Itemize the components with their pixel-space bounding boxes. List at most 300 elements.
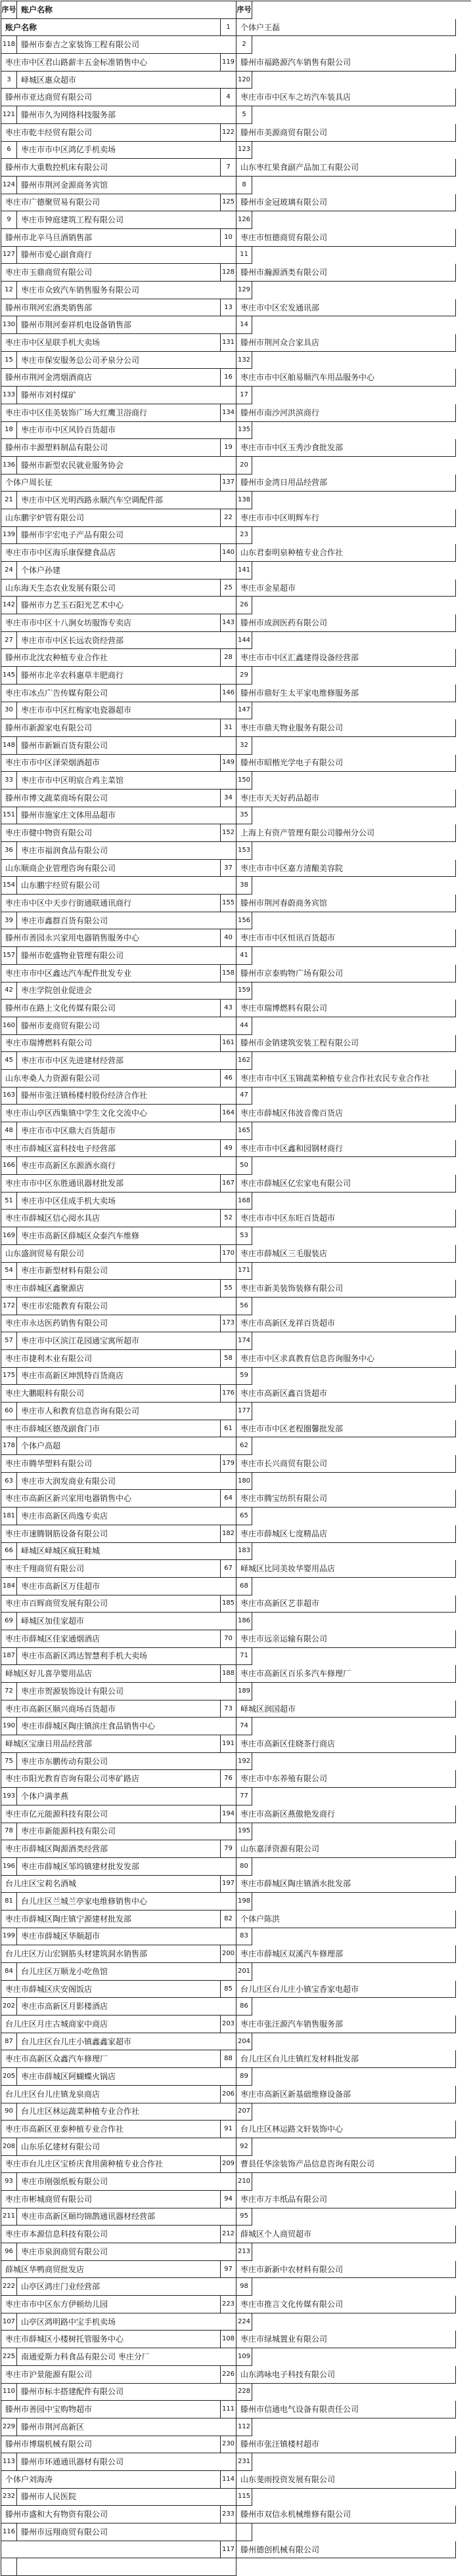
- row-number: 59: [236, 1368, 252, 1385]
- account-name: 滕州市张汪镇杨楼村股份经济合作社: [17, 1087, 236, 1105]
- row-number: 54: [1, 1263, 17, 1280]
- row-number: 127: [1, 247, 17, 264]
- account-name: 枣庄市薛城区七度精品店: [236, 1525, 456, 1543]
- account-name: 枣庄市市中区恒讯百货超市: [236, 929, 456, 947]
- row-number: 84: [1, 1963, 17, 1981]
- row-number: 74: [236, 1718, 252, 1735]
- account-name: 枣庄市人和教育信息咨询有限公司: [17, 1403, 236, 1420]
- row-number: 192: [236, 1753, 252, 1771]
- account-name: 枣庄市高新区佳晓茶行商店: [236, 1735, 456, 1753]
- account-name: 枣庄市市中区鑫和园钢材商行: [236, 1140, 456, 1158]
- row-number: 144: [236, 632, 252, 650]
- account-name: 个体户陈洪: [236, 1911, 456, 1928]
- row-number: 232: [1, 2489, 17, 2506]
- account-name: 滕州市亚达商贸有限公司: [1, 89, 221, 106]
- row-number: 36: [1, 842, 17, 860]
- account-name: 枣庄市长兴商贸有限公司: [236, 1455, 456, 1473]
- header-name-left: 账户名称: [17, 1, 236, 19]
- row-number: 115: [236, 2489, 252, 2506]
- account-name: 枣庄市高新区万佳超市: [17, 1578, 236, 1595]
- account-name: 滕州市美源商贸有限公司: [236, 124, 456, 142]
- account-name: 薛城区华鸭商贸批发店: [1, 2261, 221, 2279]
- row-number: 206: [221, 2086, 236, 2103]
- row-number: 47: [236, 1087, 252, 1105]
- account-name: 枣庄市中区宏发通讯部: [236, 299, 456, 317]
- account-name: 枣庄市市中区老程圈馨批发部: [236, 1420, 456, 1438]
- account-name: 枣庄市中区光明西路永顺汽车空调配件部: [17, 492, 236, 509]
- account-name: 枣庄市薛城区小楼树托管服务中心: [1, 2331, 221, 2348]
- row-number: 207: [236, 2103, 252, 2121]
- row-number: 96: [1, 2243, 17, 2261]
- row-number: 7: [221, 159, 236, 177]
- row-number: 58: [221, 1350, 236, 1368]
- account-name: 峄城区峄城区疯狂鞋城: [17, 1543, 236, 1561]
- account-name: 枣庄市新型材料有限公司: [17, 1263, 236, 1280]
- account-name: 山东乐亿建材有限公司: [17, 2138, 236, 2156]
- row-number: 82: [221, 1911, 236, 1928]
- empty-cell: [17, 2558, 236, 2576]
- row-number: 53: [236, 1227, 252, 1245]
- row-number: 182: [221, 1525, 236, 1543]
- row-number: 90: [1, 2103, 17, 2121]
- row-number: 166: [1, 1157, 17, 1175]
- row-number: 112: [236, 2418, 252, 2436]
- account-table: [1, 1, 471, 2576]
- row-number: 136: [1, 457, 17, 475]
- row-number: 165: [236, 1122, 252, 1140]
- account-name: 峄城区惠众超市: [17, 72, 236, 89]
- account-name: 枣庄市薛城区三毛服装店: [236, 1245, 456, 1263]
- account-name: 滕州市在路上文化传媒有限公司: [1, 1000, 221, 1017]
- empty-cell: [1, 2541, 221, 2559]
- account-name: 峄城区好儿喜孕婴用品店: [1, 1665, 221, 1683]
- row-number: 31: [221, 719, 236, 737]
- row-number: 148: [1, 737, 17, 755]
- row-number: 210: [236, 2173, 252, 2191]
- account-name: 上海上有资产管理有限公司滕州分公司: [236, 824, 456, 842]
- row-number: 135: [236, 422, 252, 440]
- account-name: 枣庄市市中区先进建材经营部: [17, 1052, 236, 1070]
- account-name: 枣庄市百辉商贸发展有限公司: [1, 1595, 221, 1613]
- account-name: 枣庄市市中区嘉方清酿美容院: [236, 860, 456, 877]
- row-number: 22: [221, 509, 236, 527]
- row-number: 81: [1, 1893, 17, 1911]
- row-number: 60: [1, 1403, 17, 1420]
- account-name: 枣庄市薛城区德茂副食门市: [1, 1420, 221, 1438]
- account-name: 枣庄市恒德商贸有限公司: [236, 229, 456, 247]
- account-name: 枣庄市市中区鸿亿手机卖场: [17, 142, 236, 159]
- account-name: 枣庄市薛城区佳家通烟酒店: [1, 1630, 221, 1648]
- account-name: 台儿庄区台儿庄镇红发材料批发部: [236, 2050, 456, 2068]
- row-number: 212: [221, 2226, 236, 2243]
- row-number: 43: [221, 1000, 236, 1017]
- row-number: 27: [1, 632, 17, 650]
- row-number: 62: [236, 1437, 252, 1455]
- row-number: 164: [221, 1105, 236, 1122]
- row-number: 213: [236, 2243, 252, 2261]
- row-number: 138: [236, 492, 252, 509]
- account-name: 枣庄大鹏眼科有限公司: [1, 1385, 221, 1403]
- account-name: 个体户高超: [17, 1437, 236, 1455]
- account-name: 枣庄市中区佳美装饰广场大红鹰卫浴商行: [1, 404, 221, 422]
- account-name: 台儿庄区林运路文轩装饰中心: [236, 2121, 456, 2138]
- row-number: 208: [1, 2138, 17, 2156]
- row-number: 231: [236, 2453, 252, 2471]
- row-number: 14: [236, 316, 252, 334]
- row-number: 128: [221, 264, 236, 282]
- account-name: 滕州市施家庄文体用品超市: [17, 807, 236, 825]
- account-name: 枣庄市市中区明辉车行: [236, 509, 456, 527]
- row-number: 181: [1, 1508, 17, 1525]
- row-number: 107: [1, 2313, 17, 2331]
- row-number: 146: [221, 685, 236, 702]
- row-number: 143: [221, 614, 236, 632]
- row-number: 18: [1, 422, 17, 440]
- row-number: 15: [1, 352, 17, 370]
- account-name: 枣庄市薛城区鑫聚源店: [1, 1280, 221, 1298]
- account-name: 枣庄市市中区东旺百货超市: [236, 1210, 456, 1227]
- account-name: 台儿庄区万山宏钢筋头材建筑洞水销售部: [1, 1945, 221, 1963]
- account-name: 滕州市标丰搭建配件有限公司: [17, 2384, 236, 2401]
- account-name: 枣庄市高新区众鑫汽车修理厂: [1, 2050, 221, 2068]
- row-number: 88: [221, 2050, 236, 2068]
- row-number: 230: [221, 2436, 236, 2454]
- account-name: 枣庄市贺源装饰设计有限公司: [17, 1683, 236, 1700]
- account-name: 山东海天生态农业发展有限公司: [1, 580, 221, 597]
- account-name: 滕州市金湾日用品经营部: [236, 475, 456, 492]
- row-number: 149: [221, 755, 236, 772]
- account-name: 山东鹏宇炉管有限公司: [1, 509, 221, 527]
- row-number: 129: [236, 282, 252, 299]
- row-number: 211: [1, 2208, 17, 2226]
- header-name-right: 账户名称: [1, 19, 221, 37]
- row-number: 97: [221, 2261, 236, 2279]
- row-number: 51: [1, 1193, 17, 1210]
- row-number: 23: [236, 527, 252, 545]
- account-name: 山东斐雨投资发展有限公司: [236, 2471, 456, 2489]
- row-number: 67: [221, 1560, 236, 1578]
- row-number: 5: [236, 106, 252, 124]
- account-name: 枣庄市捷利木业有限公司: [1, 1350, 221, 1368]
- row-number: 172: [1, 1298, 17, 1315]
- account-name: 枣庄市高新区尚逸专卖店: [17, 1508, 236, 1525]
- row-number: 63: [1, 1473, 17, 1490]
- row-number: 57: [1, 1332, 17, 1350]
- account-name: 枣庄市万丰纸品有限公司: [236, 2191, 456, 2208]
- account-name: 枣庄市泉润商贸有限公司: [17, 2243, 236, 2261]
- account-name: 枣庄市薛城区信心阅水具店: [1, 1210, 221, 1227]
- account-name: 枣庄市薛城区阿蝴蝶火锅店: [17, 2068, 236, 2086]
- account-name: 枣庄市市中区玉秀沙食批发部: [236, 439, 456, 457]
- account-name: 滕州市张汪镇楼村超市: [236, 2436, 456, 2454]
- row-number: 119: [221, 54, 236, 72]
- account-name: 枣庄学院创业促进会: [17, 982, 236, 1000]
- row-number: 205: [1, 2068, 17, 2086]
- row-number: 193: [1, 1788, 17, 1805]
- account-name: 个体户王磊: [236, 19, 456, 37]
- row-number: 180: [236, 1473, 252, 1490]
- account-name: 枣庄市高新区颐均锦鹊通讯器材经营部: [17, 2208, 236, 2226]
- row-number: 189: [236, 1683, 252, 1700]
- row-number: 201: [236, 1963, 252, 1981]
- account-name: 枣庄千翔商贸有限公司: [1, 1560, 221, 1578]
- account-name: 枣庄市本源信息科技有限公司: [1, 2226, 221, 2243]
- row-number: 125: [221, 194, 236, 212]
- account-name: 枣庄市市中区汇鑫建得设备经营部: [236, 649, 456, 667]
- account-name: 枣庄市广德聚贸易有限公司: [1, 194, 221, 212]
- row-number: 157: [1, 947, 17, 965]
- account-name: 枣庄市薛城区陶庄镇酒水批发部: [236, 1876, 456, 1893]
- row-number: 42: [1, 982, 17, 1000]
- account-name: 枣庄市天天好药品超市: [236, 790, 456, 807]
- account-name: 枣庄市中区中天步行街通联通讯商行: [1, 895, 221, 912]
- account-name: 枣庄市高新区鸿达智慧利手机大卖场: [17, 1648, 236, 1666]
- row-number: 225: [1, 2348, 17, 2366]
- account-name: 个体户周长征: [1, 475, 221, 492]
- account-name: 个体户孙建: [17, 562, 236, 580]
- row-number: 196: [1, 1858, 17, 1876]
- account-grid: [1, 1, 471, 2576]
- row-number: 184: [1, 1578, 17, 1595]
- account-name: 滕州市双信永机械维修有限公司: [236, 2506, 456, 2523]
- account-name: 枣庄市鑫群百货有限公司: [17, 912, 236, 930]
- row-number: 154: [1, 877, 17, 895]
- row-number: 187: [1, 1648, 17, 1666]
- account-name: 枣庄市薛城区富科技电子经营部: [1, 1140, 221, 1158]
- account-name: 峄城区比同美妆华婴用品店: [236, 1560, 456, 1578]
- row-number: 124: [1, 177, 17, 194]
- row-number: 85: [221, 1981, 236, 1998]
- row-number: 48: [1, 1122, 17, 1140]
- header-seq-right: 序号: [236, 1, 252, 19]
- account-name: 滕州市博文蔬菜商场有限公司: [1, 790, 221, 807]
- account-name: 枣庄市市中区东方伊顿幼儿园: [1, 2296, 221, 2313]
- account-name: 个体户刘海涛: [1, 2471, 221, 2489]
- account-name: 薛城区个人商贸超市: [236, 2226, 456, 2243]
- account-name: 枣庄市市中区舶易顺汽车用品服务中心: [236, 369, 456, 387]
- row-number: 86: [236, 1998, 252, 2016]
- account-name: 滕州市博瑞机械有限公司: [1, 2436, 221, 2454]
- account-name: 枣庄市刚强纸板有限公司: [17, 2173, 236, 2191]
- account-name: 枣庄市薛城区双溪汽车修理部: [236, 1945, 456, 1963]
- row-number: 169: [1, 1227, 17, 1245]
- account-name: 枣庄市市中区泽荣烟酒超市: [1, 755, 221, 772]
- row-number: 4: [221, 89, 236, 106]
- account-name: 枣庄市新美装饰装修有限公司: [236, 1280, 456, 1298]
- row-number: 28: [221, 649, 236, 667]
- account-name: 滕州市荆河宏酒类销售部: [1, 299, 221, 317]
- account-name: 山东枣红果食副产品加工有限公司: [236, 159, 456, 177]
- row-number: 145: [1, 667, 17, 685]
- row-number: 162: [236, 1052, 252, 1070]
- account-name: 滕州市力艺玉石阳光艺术中心: [17, 597, 236, 614]
- account-name: 枣庄市高新区亚泰种植专业合作社: [1, 2121, 221, 2138]
- account-name: 峄城区宝康日用品经营部: [1, 1735, 221, 1753]
- account-name: 滕州市新型农民就业服务协会: [17, 457, 236, 475]
- account-name: 滕州市宇宏电子产品有限公司: [17, 527, 236, 545]
- row-number: 41: [236, 947, 252, 965]
- account-name: 枣庄市推言文化传媒有限公司: [236, 2296, 456, 2313]
- row-number: 202: [1, 1998, 17, 2016]
- row-number: 66: [1, 1543, 17, 1561]
- row-number: 188: [221, 1665, 236, 1683]
- account-name: 滕州市大重数控机床有限公司: [1, 159, 221, 177]
- account-name: 枣庄市腾华塑料有限公司: [1, 1455, 221, 1473]
- account-name: 滕州市远翔商贸有限公司: [17, 2523, 236, 2541]
- account-name: 台儿庄区月庄古城商家中商店: [1, 2016, 221, 2033]
- account-name: 滕州市人民医院: [17, 2489, 236, 2506]
- account-name: 枣庄市速腾钢筋设备有限公司: [1, 1525, 221, 1543]
- account-name: 滕州市北辛农科惠草丰肥商行: [17, 667, 236, 685]
- row-number: 75: [1, 1753, 17, 1771]
- row-number: 76: [221, 1770, 236, 1788]
- header-seq-left: 序号: [1, 1, 17, 19]
- account-name: 枣庄市高新区燕傲艳发商行: [236, 1805, 456, 1823]
- account-name: 枣庄市新新中农材料有限公司: [236, 2261, 456, 2279]
- row-number: 170: [221, 1245, 236, 1263]
- account-name: 山亭区鸿庄门业经营部: [17, 2278, 236, 2296]
- account-name: 枣庄市彬城商贸有限公司: [1, 2191, 221, 2208]
- row-number: 70: [221, 1630, 236, 1648]
- account-name: 枣庄市钟庭建筑工程有限公司: [17, 211, 236, 229]
- account-name: 枣庄市台儿庄区宝桥庆食用菌种植专业合作社: [1, 2156, 221, 2174]
- row-number: 45: [1, 1052, 17, 1070]
- row-number: 203: [221, 2016, 236, 2033]
- account-name: 枣庄市玉鼎商贸有限公司: [1, 264, 221, 282]
- row-number: 126: [236, 211, 252, 229]
- row-number: 156: [236, 912, 252, 930]
- account-name: 枣庄市薛城区陶庄镇滨庄食品销售中心: [17, 1718, 236, 1735]
- row-number: 92: [236, 2138, 252, 2156]
- row-number: 110: [1, 2384, 17, 2401]
- row-number: 140: [221, 544, 236, 562]
- row-number: 68: [236, 1578, 252, 1595]
- account-name: 滕州市京泰购物广场有限公司: [236, 965, 456, 982]
- account-name: 滕州市荆河众合家具店: [236, 334, 456, 352]
- account-name: 滕州市爱心副食商行: [17, 247, 236, 264]
- row-number: 55: [221, 1280, 236, 1298]
- account-name: 枣庄市沪景能源有限公司: [1, 2366, 221, 2384]
- account-name: 滕州市荆河泰祥机电设备销售部: [17, 316, 236, 334]
- row-number: 16: [221, 369, 236, 387]
- account-name: 枣庄市市中区风铃百货超市: [17, 422, 236, 440]
- account-name: 山东嘉泽资源有限公司: [236, 1840, 456, 1858]
- row-number: 118: [1, 36, 17, 54]
- row-number: 209: [221, 2156, 236, 2174]
- row-number: 109: [236, 2348, 252, 2366]
- account-name: 枣庄市市中区长远农资经营部: [17, 632, 236, 650]
- row-number: 134: [221, 404, 236, 422]
- row-number: 39: [1, 912, 17, 930]
- account-name: 台儿庄区台儿庄小镇宝香家电超市: [236, 1981, 456, 1998]
- account-name: 枣庄市薛城区邹坞镇建材批发发部: [17, 1858, 236, 1876]
- account-name: 枣庄市高新区龙祥百货超市: [236, 1315, 456, 1333]
- account-name: 枣庄市高新区鑫百货超市: [236, 1385, 456, 1403]
- row-number: 26: [236, 597, 252, 614]
- row-number: 204: [236, 2033, 252, 2051]
- account-name: 枣庄市薛城区华顺超市: [17, 1928, 236, 1946]
- account-name: 滕州市新源家电有限公司: [1, 719, 221, 737]
- row-number: 40: [221, 929, 236, 947]
- account-name: 枣庄市远亲运输有限公司: [236, 1630, 456, 1648]
- row-number: 24: [1, 562, 17, 580]
- account-name: 枣庄市高新区月影楼酒店: [17, 1998, 236, 2016]
- account-name: 枣庄市中区佳成手机大卖场: [17, 1193, 236, 1210]
- row-number: 113: [1, 2453, 17, 2471]
- account-name: 枣庄市薛城区伟波音像百货店: [236, 1105, 456, 1122]
- account-name: 枣庄市亿元能源科技有限公司: [1, 1805, 221, 1823]
- row-number: 233: [221, 2506, 236, 2523]
- account-name: 滕州市丰源塑料制品有限公司: [1, 439, 221, 457]
- account-name: 枣庄市市中区红梅家电瓷器超市: [17, 702, 236, 720]
- account-name: 枣庄市永达医药销售有限公司: [1, 1315, 221, 1333]
- account-name: 枣庄市高新区东源酒水商行: [17, 1157, 236, 1175]
- account-name: 枣庄市阳光教育咨询有限公司枣矿路店: [1, 1770, 221, 1788]
- row-number: 65: [236, 1508, 252, 1525]
- account-name: 滕州市成润医药有限公司: [236, 614, 456, 632]
- row-number: 19: [221, 439, 236, 457]
- row-number: 186: [236, 1613, 252, 1630]
- row-number: 79: [221, 1840, 236, 1858]
- row-number: 87: [1, 2033, 17, 2051]
- row-number: 155: [221, 895, 236, 912]
- row-number: 167: [221, 1175, 236, 1193]
- account-name: 枣庄市薛城区亿宏家电有限公司: [236, 1175, 456, 1193]
- account-name: 枣庄市高新区艺菲超市: [236, 1595, 456, 1613]
- row-number: 73: [221, 1700, 236, 1718]
- row-number: 199: [1, 1928, 17, 1946]
- row-number: 139: [1, 527, 17, 545]
- row-number: 20: [236, 457, 252, 475]
- account-name: 枣庄市东鹏传动有限公司: [17, 1753, 236, 1771]
- row-number: 12: [1, 282, 17, 299]
- row-number: 98: [236, 2278, 252, 2296]
- row-number: 64: [221, 1490, 236, 1508]
- row-number: 117: [221, 2541, 236, 2559]
- row-number: 69: [1, 1613, 17, 1630]
- account-name: 枣庄市高新区坤凯特百货商店: [17, 1368, 236, 1385]
- account-name: 台儿庄区林运蔬菜种植专业合作社: [17, 2103, 236, 2121]
- row-number: 38: [236, 877, 252, 895]
- account-name: 滕州市南沙河洪滨商行: [236, 404, 456, 422]
- account-name: 枣庄市市中区海乐康保健食品店: [1, 544, 221, 562]
- row-number: 158: [221, 965, 236, 982]
- account-name: 滕州市荆河高新区: [17, 2418, 236, 2436]
- account-name: 滕州市瀚源酒类有限公司: [236, 264, 456, 282]
- account-name: 枣庄市瑞博燃料有限公司: [1, 1035, 221, 1053]
- row-number: 3: [1, 72, 17, 89]
- row-number: 185: [221, 1595, 236, 1613]
- account-name: 枣庄市市中区玉锦蔬菜种植专业合作社农民专业合作社: [236, 1070, 456, 1087]
- row-number: 194: [221, 1805, 236, 1823]
- account-name: 枣庄市高新区薛城区众泰汽车维修: [17, 1227, 236, 1245]
- row-number: 130: [1, 316, 17, 334]
- account-name: 枣庄市乾丰经贸有限公司: [1, 124, 221, 142]
- row-number: 35: [236, 807, 252, 825]
- account-name: 峄城区润国超市: [236, 1700, 456, 1718]
- row-number: 61: [221, 1420, 236, 1438]
- row-number: 111: [221, 2401, 236, 2418]
- account-name: 枣庄市市中区鼎大百货超市: [17, 1122, 236, 1140]
- row-number: 197: [221, 1876, 236, 1893]
- row-number: 151: [1, 807, 17, 825]
- row-number: 171: [236, 1263, 252, 1280]
- row-number: 32: [236, 737, 252, 755]
- account-name: 滕州市昭楷光学电子有限公司: [236, 755, 456, 772]
- account-name: 枣庄市冰点广告传媒有限公司: [1, 685, 221, 702]
- account-name: 枣庄市中区君山路薪丰五金标准销售中心: [1, 54, 221, 72]
- row-number: 29: [236, 667, 252, 685]
